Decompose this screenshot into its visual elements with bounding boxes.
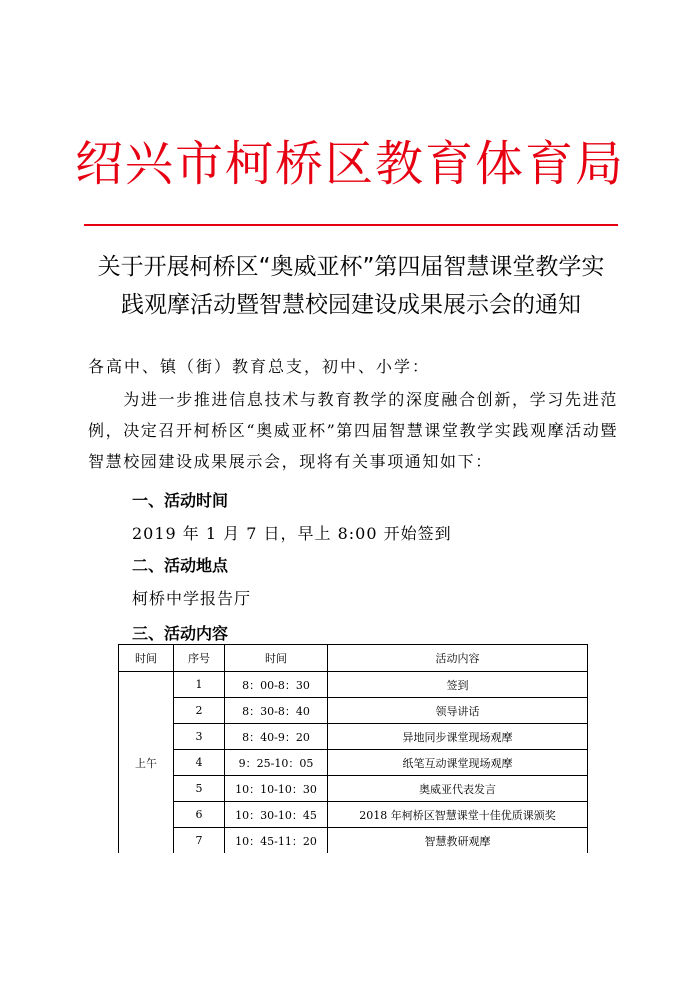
- header-number: 序号: [174, 645, 225, 672]
- table-row: [119, 724, 588, 750]
- row-time: 8：30-8：40: [225, 698, 328, 724]
- red-divider-line: [84, 224, 618, 226]
- row-time: 10：30-10：45: [225, 802, 328, 828]
- section-heading-content: 三、活动内容: [132, 624, 229, 643]
- intro-paragraph: 为进一步推进信息技术与教育教学的深度融合创新，学习先进范例，决定召开柯桥区“奥威亚杯”第四届智慧课堂教学实践观摩活动暨智慧校园建设成果展示会，现将有关事项通知如下：: [88, 390, 618, 471]
- issuing-organization-title: 绍兴市柯桥区教育体育局: [74, 136, 625, 192]
- notice-title-line-2: 践观摩活动暨智慧校园建设成果展示会的通知: [121, 292, 581, 318]
- row-activity: 纸笔互动课堂现场观摩: [328, 750, 588, 776]
- row-activity: 领导讲话: [328, 698, 588, 724]
- notice-title-line-1: 关于开展柯桥区“奥威亚杯”第四届智慧课堂教学实: [97, 254, 605, 280]
- row-activity: 2018 年柯桥区智慧课堂十佳优质课颁奖: [328, 802, 588, 828]
- salutation: 各高中、镇（街）教育总支，初中、小学：: [88, 357, 431, 376]
- header-activity: 活动内容: [328, 645, 588, 672]
- row-number: 5: [174, 776, 225, 802]
- row-time: 10：45-11：20: [225, 828, 328, 854]
- header-time: 时间: [225, 645, 328, 672]
- row-activity: 签到: [328, 672, 588, 698]
- row-number: 4: [174, 750, 225, 776]
- section-heading-place: 二、活动地点: [132, 556, 229, 575]
- period-cell-morning: 上午: [119, 672, 174, 854]
- row-number: 6: [174, 802, 225, 828]
- table-row: [119, 776, 588, 802]
- row-activity: 智慧教研观摩: [328, 828, 588, 854]
- table-row: [119, 698, 588, 724]
- row-number: 1: [174, 672, 225, 698]
- row-number: 7: [174, 828, 225, 854]
- row-activity: 奥威亚代表发言: [328, 776, 588, 802]
- row-time: 10：10-10：30: [225, 776, 328, 802]
- row-number: 3: [174, 724, 225, 750]
- table-row: [119, 672, 588, 698]
- section-heading-time: 一、活动时间: [132, 491, 229, 510]
- notice-title: [84, 248, 618, 324]
- event-time-text: 2019 年 1 月 7 日，早上 8:00 开始签到: [132, 524, 452, 543]
- schedule-table: [118, 644, 588, 853]
- row-time: 9：25-10：05: [225, 750, 328, 776]
- header-period: 时间: [119, 645, 174, 672]
- table-row: [119, 802, 588, 828]
- row-time: 8：00-8：30: [225, 672, 328, 698]
- row-number: 2: [174, 698, 225, 724]
- row-time: 8：40-9：20: [225, 724, 328, 750]
- schedule-header-row: [119, 645, 588, 672]
- event-place-text: 柯桥中学报告厅: [132, 589, 252, 608]
- table-row: [119, 828, 588, 854]
- row-activity: 异地同步课堂现场观摩: [328, 724, 588, 750]
- table-row: [119, 750, 588, 776]
